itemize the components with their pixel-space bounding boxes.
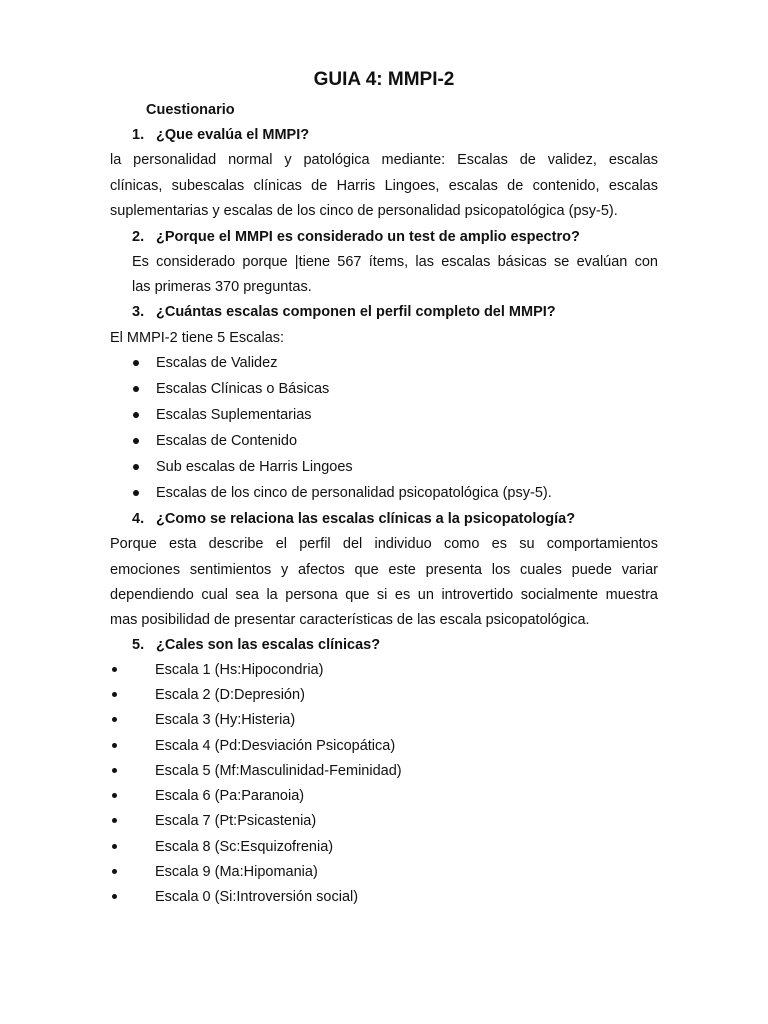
list-item: Escalas de Validez (156, 355, 278, 371)
answer-1-line-2: clínicas, subescalas clínicas de Harris Lingoes, escalas de contenido, escalas (110, 178, 658, 194)
answer-4-line-3: dependiendo cual sea la persona que si es un introvertido socialmente muestra (110, 587, 658, 603)
bullet-icon (133, 464, 139, 470)
bullet-icon (112, 793, 117, 798)
bullet-icon (133, 438, 139, 444)
list-item: Escala 3 (Hy:Histeria) (155, 712, 296, 728)
bullet-icon (112, 692, 117, 697)
section-subtitle: Cuestionario (146, 102, 235, 118)
list-item: Escala 4 (Pd:Desviación Psicopática) (155, 738, 396, 754)
list-item: Escalas Suplementarias (156, 407, 312, 423)
list-item: Escalas de Contenido (156, 433, 298, 449)
list-item: Escala 6 (Pa:Paranoia) (155, 788, 305, 804)
list-item: Escala 5 (Mf:Masculinidad-Feminidad) (155, 763, 402, 779)
question-4-text: ¿Como se relaciona las escalas clínicas a la psicopatología? (156, 511, 576, 527)
question-5 (132, 636, 380, 654)
question-4 (132, 510, 575, 528)
page-title: GUIA 4: MMPI-2 (313, 69, 455, 90)
question-3-text: ¿Cuántas escalas componen el perfil completo del MMPI? (156, 304, 556, 320)
bullet-icon (112, 717, 117, 722)
answer-1-line-3: suplementarias y escalas de los cinco de personalidad psicopatológica (psy-5). (110, 203, 618, 219)
list-item: Escala 2 (D:Depresión) (155, 687, 305, 703)
question-2-number: 2. (132, 229, 145, 245)
question-4-number: 4. (132, 511, 145, 527)
bullet-icon (133, 360, 139, 366)
question-3 (132, 303, 556, 321)
bullet-icon (112, 869, 117, 874)
list-item: Escala 0 (Si:Introversión social) (155, 889, 359, 905)
list-item: Escala 7 (Pt:Psicastenia) (155, 813, 317, 829)
list-item: Sub escalas de Harris Lingoes (156, 459, 353, 475)
list-item: Escala 1 (Hs:Hipocondria) (155, 662, 324, 678)
bullet-icon (112, 818, 117, 823)
question-1 (132, 126, 309, 144)
bullet-icon (112, 844, 117, 849)
question-1-text: ¿Que evalúa el MMPI? (156, 127, 310, 143)
answer-4-line-4: mas posibilidad de presentar características de las escala psicopatológica. (110, 612, 590, 628)
answer-3-intro: El MMPI-2 tiene 5 Escalas: (110, 330, 285, 346)
question-2 (132, 228, 580, 246)
question-5-number: 5. (132, 637, 145, 653)
list-item: Escala 9 (Ma:Hipomania) (155, 864, 318, 880)
question-1-number: 1. (132, 127, 145, 143)
answer-2-line-2: las primeras 370 preguntas. (132, 279, 312, 295)
answer-4-line-2: emociones sentimientos y afectos que este presenta los cuales puede variar (110, 562, 658, 578)
bullet-icon (112, 894, 117, 899)
list-item: Escalas de los cinco de personalidad psicopatológica (psy-5). (156, 485, 552, 501)
answer-1-line-1: la personalidad normal y patológica mediante: Escalas de validez, escalas (110, 152, 658, 168)
bullet-icon (112, 768, 117, 773)
bullet-icon (133, 386, 139, 392)
bullet-icon (112, 743, 117, 748)
bullet-icon (133, 490, 139, 496)
question-5-text: ¿Cales son las escalas clínicas? (156, 637, 381, 653)
answer-2-line-1: Es considerado porque |tiene 567 ítems, las escalas básicas se evalúan con (132, 254, 658, 270)
bullet-icon (112, 667, 117, 672)
bullet-icon (133, 412, 139, 418)
question-3-number: 3. (132, 304, 145, 320)
question-2-text: ¿Porque el MMPI es considerado un test de amplio espectro? (156, 229, 580, 245)
answer-4-line-1: Porque esta describe el perfil del individuo como es su comportamientos (110, 536, 658, 552)
list-item: Escalas Clínicas o Básicas (156, 381, 330, 397)
list-item: Escala 8 (Sc:Esquizofrenia) (155, 839, 334, 855)
